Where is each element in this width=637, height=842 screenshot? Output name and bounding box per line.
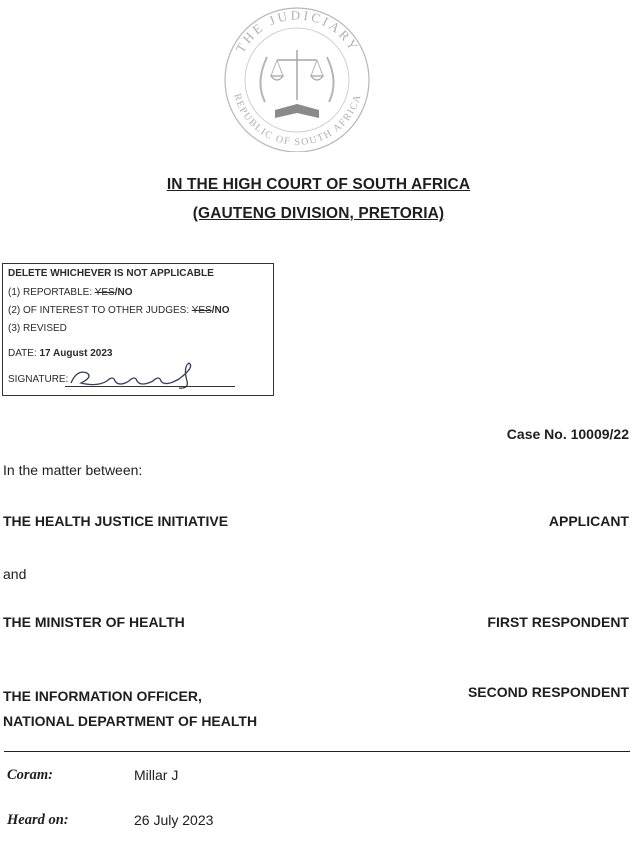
reportable-label: (1) REPORTABLE: xyxy=(8,287,95,298)
party-second-respondent-name-1: THE INFORMATION OFFICER, xyxy=(3,688,202,704)
judiciary-seal-logo xyxy=(215,2,380,152)
date-label: DATE: xyxy=(8,348,40,359)
interest-line xyxy=(8,305,230,316)
divider-rule xyxy=(4,751,630,752)
svg-text:THE JUDICIARY: THE JUDICIARY xyxy=(232,7,363,56)
applicability-box xyxy=(2,263,274,396)
coram-label: Coram: xyxy=(7,767,53,783)
party-second-respondent-role: SECOND RESPONDENT xyxy=(467,684,629,700)
heard-on-value: 26 July 2023 xyxy=(134,812,214,828)
party-applicant-role: APPLICANT xyxy=(548,513,629,529)
coram-value: Millar J xyxy=(134,767,179,783)
party-second-respondent-name-2: NATIONAL DEPARTMENT OF HEALTH xyxy=(3,713,258,729)
reportable-line xyxy=(8,287,133,298)
signature-label: SIGNATURE: xyxy=(8,374,69,385)
reportable-struck: YES xyxy=(94,287,115,298)
matter-intro: In the matter between: xyxy=(3,462,143,478)
and-word: and xyxy=(3,566,27,582)
court-title-line-1: IN THE HIGH COURT OF SOUTH AFRICA xyxy=(166,176,471,193)
box-heading: DELETE WHICHEVER IS NOT APPLICABLE xyxy=(8,268,214,279)
party-first-respondent-name: THE MINISTER OF HEALTH xyxy=(3,614,185,630)
reportable-kept: /NO xyxy=(114,287,133,298)
party-applicant-name: THE HEALTH JUSTICE INITIATIVE xyxy=(3,513,229,529)
party-first-respondent-role: FIRST RESPONDENT xyxy=(487,614,629,630)
svg-text:REPUBLIC OF SOUTH AFRICA: REPUBLIC OF SOUTH AFRICA xyxy=(231,92,364,148)
heard-on-label: Heard on: xyxy=(7,812,69,828)
interest-label: (2) OF INTEREST TO OTHER JUDGES: xyxy=(8,305,192,316)
interest-kept: /NO xyxy=(211,305,230,316)
date-line xyxy=(8,348,112,359)
interest-struck: YES xyxy=(191,305,212,316)
court-title-line-2: (GAUTENG DIVISION, PRETORIA) xyxy=(192,205,445,222)
case-number: Case No. 10009/22 xyxy=(506,426,629,442)
signature-underline xyxy=(65,386,235,387)
date-value: 17 August 2023 xyxy=(39,348,113,359)
revised-line: (3) REVISED xyxy=(8,323,67,334)
